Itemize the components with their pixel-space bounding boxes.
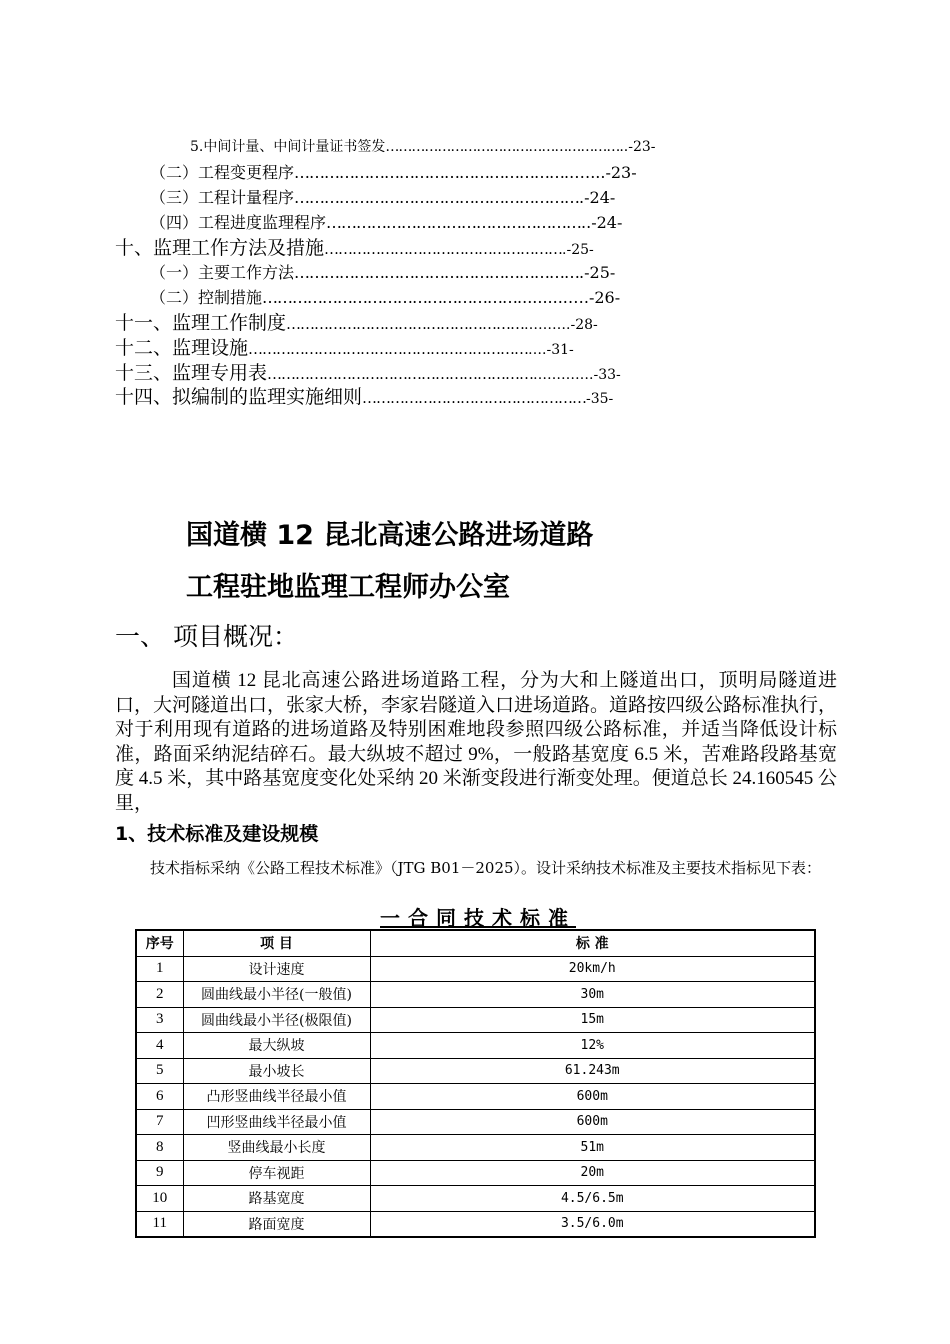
row-item: 凹形竖曲线半径最小值 bbox=[183, 1109, 370, 1135]
toc-entry: （四）工程进度监理程序……………………………………………..-24- bbox=[150, 213, 623, 232]
table-row bbox=[136, 1160, 815, 1186]
table-header-row bbox=[136, 930, 815, 956]
table-row bbox=[136, 1033, 815, 1059]
toc-entry: （一）主要工作方法………………………………………………….-25- bbox=[150, 263, 616, 282]
overview-paragraph: 国道横 12 昆北高速公路进场道路工程，分为大和上隧道出口，顶明局隧道进口，大河隧道出口，张家大桥，李家岩隧道入口进场道路。道路按四级公路标准执行，对于利用现有道路的进场道路及特别困难地段参照四级公路标准，并适当降低设计标准，路面采纳泥结碎石。最大纵坡不超过 9%，一般路基宽度 6.5 米，苦难路段路基宽度 4.5 米，其中路基宽度变化处采纳 20 米渐变段进行渐变处理。便道总长 24.160545 公里， bbox=[115, 670, 838, 814]
row-index: 11 bbox=[136, 1211, 183, 1237]
document-title-line1: 国道横 12 昆北高速公路进场道路 bbox=[186, 520, 594, 551]
row-index: 10 bbox=[136, 1186, 183, 1212]
row-index: 5 bbox=[136, 1058, 183, 1084]
table-title: 一合同技术标准 bbox=[380, 906, 576, 930]
row-standard: 61.243m bbox=[370, 1058, 815, 1084]
row-index: 6 bbox=[136, 1084, 183, 1110]
header-item: 项 目 bbox=[183, 930, 370, 956]
tech-standards-table bbox=[135, 929, 816, 1238]
toc-entry: （三）工程计量程序………………………………………………….-24- bbox=[150, 188, 616, 207]
document-title-line2: 工程驻地监理工程师办公室 bbox=[186, 572, 510, 603]
row-standard: 12% bbox=[370, 1033, 815, 1059]
row-index: 8 bbox=[136, 1135, 183, 1161]
row-standard: 20km/h bbox=[370, 956, 815, 982]
row-item: 最小坡长 bbox=[183, 1058, 370, 1084]
row-item: 圆曲线最小半径(一般值) bbox=[183, 982, 370, 1008]
toc-entry: （二）工程变更程序………………………………………………..…...-23- bbox=[150, 163, 637, 182]
table-row bbox=[136, 982, 815, 1008]
row-standard: 600m bbox=[370, 1109, 815, 1135]
row-item: 路基宽度 bbox=[183, 1186, 370, 1212]
header-index: 序号 bbox=[136, 930, 183, 956]
row-index: 2 bbox=[136, 982, 183, 1008]
toc-entry: 十三、监理专用表…………………………………………………………….-33- bbox=[115, 362, 621, 384]
table-row bbox=[136, 1135, 815, 1161]
row-index: 9 bbox=[136, 1160, 183, 1186]
table-row bbox=[136, 1007, 815, 1033]
toc-entry: 十一、监理工作制度…………………………………………………….-28- bbox=[115, 312, 598, 334]
header-standard: 标 准 bbox=[370, 930, 815, 956]
toc-entry: 5.中间计量、中间计量证书签发………………………………………………..-23- bbox=[190, 139, 656, 155]
toc-entry: （二）控制措施……………………………………………..........….-26- bbox=[150, 288, 621, 307]
table-row bbox=[136, 1058, 815, 1084]
subsection-heading: 1、技术标准及建设规模 bbox=[115, 823, 319, 845]
row-index: 7 bbox=[136, 1109, 183, 1135]
row-standard: 600m bbox=[370, 1084, 815, 1110]
table-row bbox=[136, 1084, 815, 1110]
table-row bbox=[136, 1211, 815, 1237]
row-index: 3 bbox=[136, 1007, 183, 1033]
row-item: 竖曲线最小长度 bbox=[183, 1135, 370, 1161]
row-item: 最大纵坡 bbox=[183, 1033, 370, 1059]
toc-entry: 十、监理工作方法及措施…………………………………………….-25- bbox=[115, 237, 594, 259]
table-row bbox=[136, 1109, 815, 1135]
row-index: 4 bbox=[136, 1033, 183, 1059]
row-index: 1 bbox=[136, 956, 183, 982]
row-item: 路面宽度 bbox=[183, 1211, 370, 1237]
row-item: 停车视距 bbox=[183, 1160, 370, 1186]
row-item: 设计速度 bbox=[183, 956, 370, 982]
row-standard: 4.5/6.5m bbox=[370, 1186, 815, 1212]
row-standard: 30m bbox=[370, 982, 815, 1008]
row-standard: 3.5/6.0m bbox=[370, 1211, 815, 1237]
row-item: 圆曲线最小半径(极限值) bbox=[183, 1007, 370, 1033]
toc-entry: 十四、拟编制的监理实施细则…………………………………………-35- bbox=[115, 386, 614, 408]
tech-paragraph: 技术指标采纳《公路工程技术标准》（JTG B01－2025）。设计采纳技术标准及主要技术指标见下表： bbox=[150, 859, 822, 877]
row-standard: 15m bbox=[370, 1007, 815, 1033]
section-heading: 一、 项目概况： bbox=[115, 622, 298, 651]
table-row bbox=[136, 956, 815, 982]
row-standard: 51m bbox=[370, 1135, 815, 1161]
row-standard: 20m bbox=[370, 1160, 815, 1186]
row-item: 凸形竖曲线半径最小值 bbox=[183, 1084, 370, 1110]
table-row bbox=[136, 1186, 815, 1212]
toc-entry: 十二、监理设施……………………………………………………….-31- bbox=[115, 337, 574, 359]
